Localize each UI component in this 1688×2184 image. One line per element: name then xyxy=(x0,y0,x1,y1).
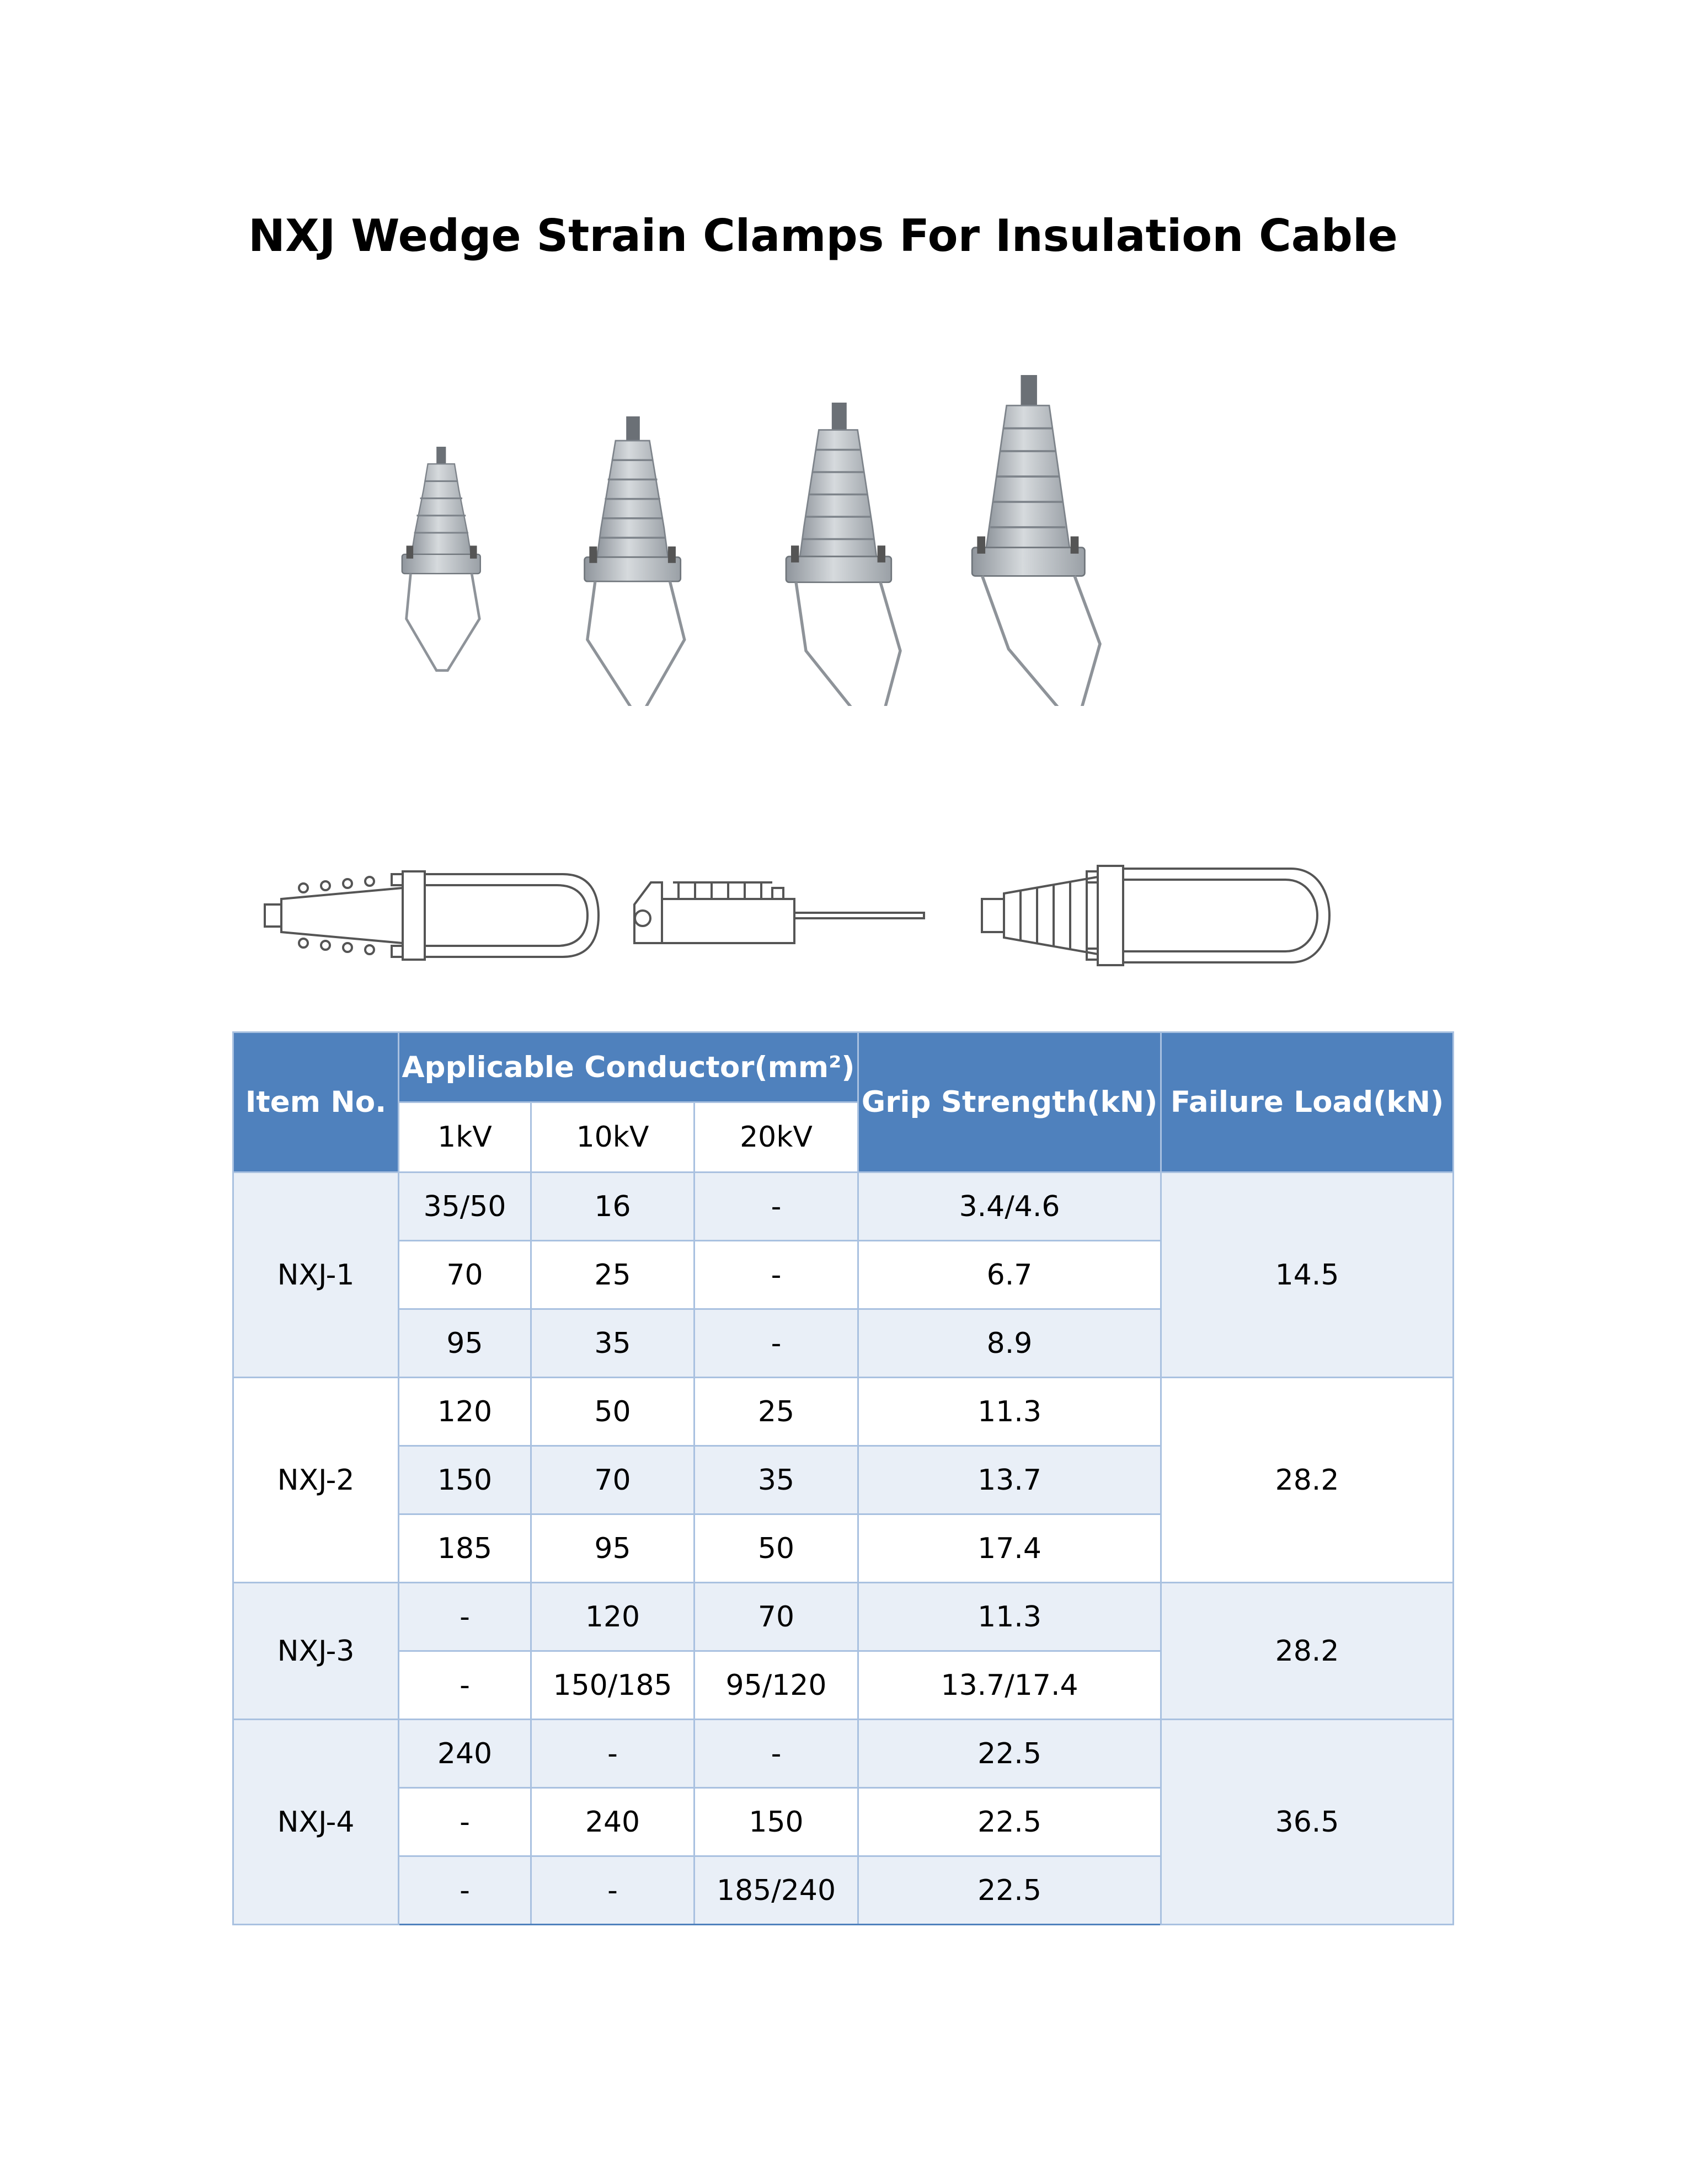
grip-strength-cell: 3.4/4.6 xyxy=(858,1173,1161,1241)
kv10-cell: 240 xyxy=(531,1788,695,1856)
kv20-cell: - xyxy=(695,1173,858,1241)
table-row xyxy=(233,1173,1454,1241)
kv10-cell: 70 xyxy=(531,1446,695,1514)
grip-strength-cell: 13.7 xyxy=(858,1446,1161,1514)
product-photo xyxy=(375,364,1169,706)
kv10-cell: 150/185 xyxy=(531,1651,695,1720)
kv1-cell: - xyxy=(399,1788,531,1856)
grip-strength-cell: 22.5 xyxy=(858,1788,1161,1856)
failure-load-cell: 28.2 xyxy=(1161,1583,1454,1720)
table-row xyxy=(233,1378,1454,1446)
kv1-cell: 185 xyxy=(399,1514,531,1583)
table-row xyxy=(233,1583,1454,1651)
item-no-cell: NXJ-3 xyxy=(233,1583,399,1720)
kv10-cell: - xyxy=(531,1856,695,1925)
header-20kv: 20kV xyxy=(695,1102,858,1173)
kv20-cell: 70 xyxy=(695,1583,858,1651)
kv20-cell: 25 xyxy=(695,1378,858,1446)
item-no-cell: NXJ-4 xyxy=(233,1720,399,1925)
table-row xyxy=(233,1720,1454,1788)
kv20-cell: 95/120 xyxy=(695,1651,858,1720)
grip-strength-cell: 17.4 xyxy=(858,1514,1161,1583)
grip-strength-cell: 8.9 xyxy=(858,1309,1161,1378)
kv1-cell: - xyxy=(399,1583,531,1651)
failure-load-cell: 36.5 xyxy=(1161,1720,1454,1925)
clamp-photo-4 xyxy=(972,375,1100,706)
header-grip-strength: Grip Strength(kN) xyxy=(858,1032,1161,1173)
grip-strength-cell: 22.5 xyxy=(858,1720,1161,1788)
kv1-cell: - xyxy=(399,1651,531,1720)
grip-strength-cell: 13.7/17.4 xyxy=(858,1651,1161,1720)
header-1kv: 1kV xyxy=(399,1102,531,1173)
kv20-cell: 150 xyxy=(695,1788,858,1856)
kv10-cell: - xyxy=(531,1720,695,1788)
kv10-cell: 120 xyxy=(531,1583,695,1651)
clamp-photo-2 xyxy=(585,416,685,706)
grip-strength-cell: 6.7 xyxy=(858,1241,1161,1309)
kv10-cell: 25 xyxy=(531,1241,695,1309)
kv20-cell: - xyxy=(695,1309,858,1378)
kv10-cell: 35 xyxy=(531,1309,695,1378)
item-no-cell: NXJ-2 xyxy=(233,1378,399,1583)
drawing-front-view xyxy=(982,866,1329,965)
kv20-cell: - xyxy=(695,1241,858,1309)
kv1-cell: 240 xyxy=(399,1720,531,1788)
header-failure-load: Failure Load(kN) xyxy=(1161,1032,1454,1173)
kv20-cell: - xyxy=(695,1720,858,1788)
kv1-cell: - xyxy=(399,1856,531,1925)
kv20-cell: 50 xyxy=(695,1514,858,1583)
clamp-photo-3 xyxy=(786,403,900,706)
drawing-top-view xyxy=(634,882,924,943)
technical-drawings xyxy=(254,849,1357,982)
failure-load-cell: 28.2 xyxy=(1161,1378,1454,1583)
kv20-cell: 185/240 xyxy=(695,1856,858,1925)
grip-strength-cell: 11.3 xyxy=(858,1583,1161,1651)
header-applicable-conductor: Applicable Conductor(mm²) xyxy=(399,1032,858,1102)
kv1-cell: 120 xyxy=(399,1378,531,1446)
kv1-cell: 95 xyxy=(399,1309,531,1378)
kv20-cell: 35 xyxy=(695,1446,858,1514)
header-item-no: Item No. xyxy=(233,1032,399,1173)
grip-strength-cell: 11.3 xyxy=(858,1378,1161,1446)
kv10-cell: 95 xyxy=(531,1514,695,1583)
kv1-cell: 150 xyxy=(399,1446,531,1514)
kv1-cell: 35/50 xyxy=(399,1173,531,1241)
specification-table xyxy=(232,1031,1454,1925)
clamp-photo-1 xyxy=(402,447,480,671)
kv10-cell: 16 xyxy=(531,1173,695,1241)
header-10kv: 10kV xyxy=(531,1102,695,1173)
drawing-side-view xyxy=(265,871,599,960)
kv1-cell: 70 xyxy=(399,1241,531,1309)
grip-strength-cell: 22.5 xyxy=(858,1856,1161,1925)
page-title: NXJ Wedge Strain Clamps For Insulation Cable xyxy=(248,210,1398,261)
failure-load-cell: 14.5 xyxy=(1161,1173,1454,1378)
item-no-cell: NXJ-1 xyxy=(233,1173,399,1378)
kv10-cell: 50 xyxy=(531,1378,695,1446)
